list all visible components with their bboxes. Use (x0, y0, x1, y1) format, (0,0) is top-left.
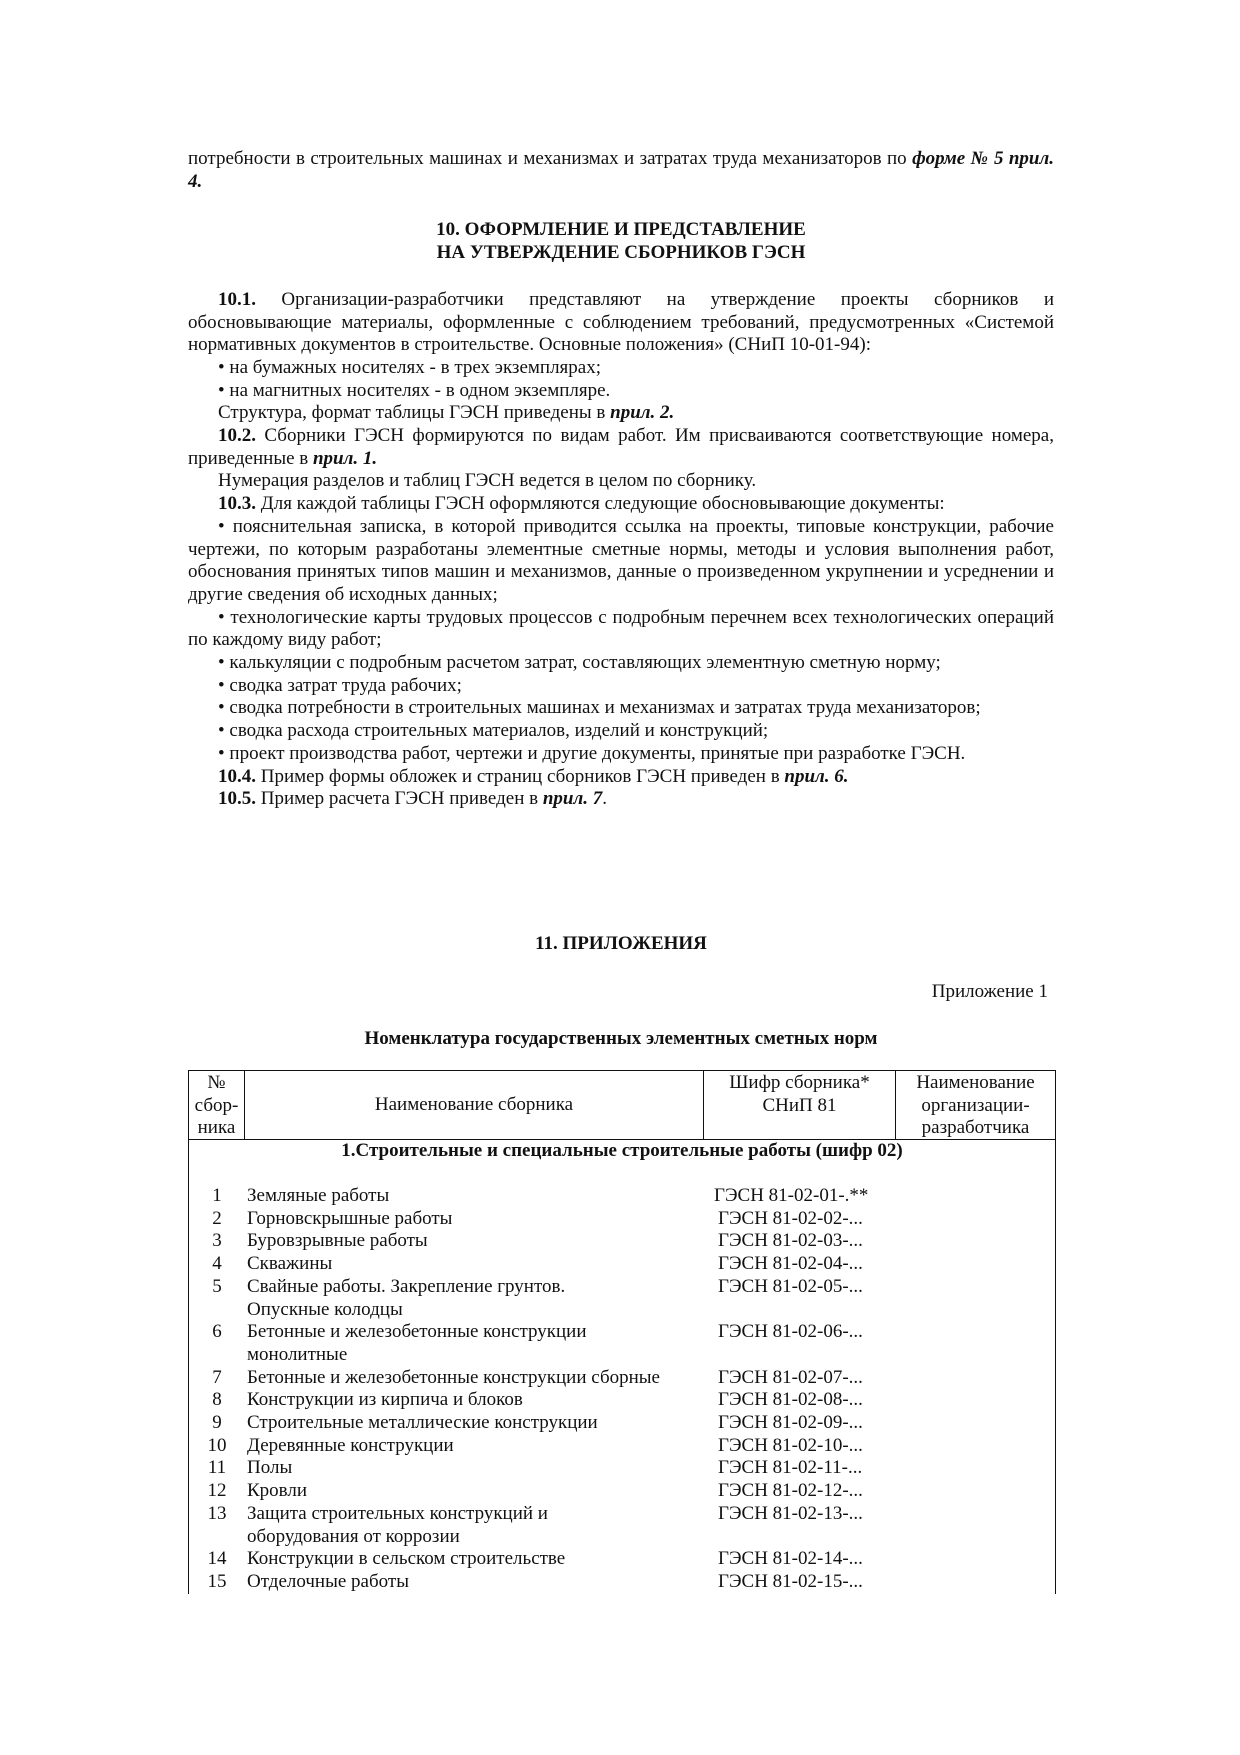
section-11-title: 11. ПРИЛОЖЕНИЯ (535, 933, 707, 954)
row-organization (896, 1276, 1055, 1321)
group-title-row: 1.Строительные и специальные строительные работы (шифр 02) (341, 1140, 903, 1161)
row-organization (896, 1435, 1055, 1458)
row-name-line: Бетонные и железобетонные конструкции сборные (247, 1366, 660, 1388)
section-10-heading (188, 219, 1054, 264)
row-name-line: Конструкции в сельском строительстве (247, 1548, 566, 1570)
row-name (245, 1412, 704, 1435)
row-name-line: монолитные (247, 1343, 348, 1365)
row-code: ГЭСН 81-02-14-... (718, 1548, 863, 1570)
row-name (245, 1480, 704, 1503)
row-code: ГЭСН 81-02-06-... (718, 1321, 863, 1343)
row-code: ГЭСН 81-02-13-... (718, 1502, 863, 1524)
appendix-label: Приложение 1 (931, 981, 1048, 1002)
bullet-item: • сводка потребности в строительных машинах и механизмах и затратах труда механизаторов; (218, 697, 981, 719)
paragraph-10-5: 10.5. Пример расчета ГЭСН приведен в прил. 7. (218, 788, 607, 810)
row-organization (896, 1548, 1055, 1571)
bullet-item: • проект производства работ, чертежи и другие документы, принятые при разработке ГЭСН. (218, 742, 966, 764)
row-organization (896, 1457, 1055, 1480)
row-organization (896, 1412, 1055, 1435)
row-code: ГЭСН 81-02-01-.** (714, 1185, 869, 1206)
row-name (245, 1367, 704, 1390)
row-name (245, 1548, 704, 1571)
row-code: ГЭСН 81-02-08-... (718, 1389, 863, 1411)
row-code: ГЭСН 81-02-12-... (718, 1480, 863, 1502)
row-name-line: Полы (247, 1457, 293, 1479)
row-name-line: Защита строительных конструкций и (247, 1502, 548, 1524)
table-title: Номенклатура государственных элементных сметных норм (364, 1028, 878, 1049)
appendix-reference: прил. 7 (542, 788, 603, 810)
table-body (188, 1140, 1056, 1594)
paragraph-10-4: 10.4. Пример формы обложек и страниц сборников ГЭСН приведен в прил. 6. (218, 765, 849, 787)
header-code: Шифр сборника* СНиП 81 (704, 1071, 896, 1139)
row-code: ГЭСН 81-02-09-... (718, 1412, 863, 1434)
row-number: 3 (212, 1230, 222, 1252)
row-number: 2 (212, 1207, 222, 1229)
row-number: 5 (212, 1275, 222, 1297)
form-reference: форме № 5 прил. 4. (188, 148, 1054, 192)
appendix-reference: прил. 2. (610, 402, 675, 424)
section-10-title-line1: 10. ОФОРМЛЕНИЕ И ПРЕДСТАВЛЕНИЕ (436, 219, 806, 241)
row-name (245, 1321, 704, 1366)
row-organization (896, 1480, 1055, 1503)
row-name-line: Кровли (247, 1480, 308, 1502)
row-name-line: Деревянные конструкции (247, 1434, 454, 1456)
bullet-item: • технологические карты трудовых процессов с подробным перечнем всех технологических операций по каждому виду работ; (188, 606, 1054, 651)
bullet-item: • сводка расхода строительных материалов, изделий и конструкций; (218, 720, 769, 742)
document-page (188, 148, 1054, 1592)
row-code: ГЭСН 81-02-10-... (718, 1434, 863, 1456)
bullet-item: • сводка затрат труда рабочих; (218, 674, 462, 696)
row-number: 9 (212, 1412, 222, 1434)
row-name (245, 1503, 704, 1548)
row-organization (896, 1571, 1055, 1594)
table-row (189, 1321, 1055, 1366)
row-organization (896, 1389, 1055, 1412)
row-name (245, 1185, 704, 1208)
table-row (189, 1367, 1055, 1390)
intro-paragraph: потребности в строительных машинах и механизмах и затратах труда механизаторов по форме № 5 прил. 4. (188, 148, 1054, 192)
bullet-item: • на бумажных носителях - в трех экземплярах; (218, 356, 601, 378)
table-row (189, 1230, 1055, 1253)
bullet-item: • калькуляции с подробным расчетом затрат, составляющих элементную сметную норму; (218, 652, 941, 674)
row-organization (896, 1321, 1055, 1366)
row-organization (896, 1230, 1055, 1253)
row-code: ГЭСН 81-02-02-... (718, 1207, 863, 1229)
table-row (189, 1571, 1055, 1594)
row-name (245, 1389, 704, 1412)
row-number: 12 (207, 1480, 227, 1502)
row-number: 8 (212, 1389, 222, 1411)
table-row (189, 1548, 1055, 1571)
table-row (189, 1185, 1055, 1208)
row-name-line: Конструкции из кирпича и блоков (247, 1389, 523, 1411)
table-row (189, 1208, 1055, 1231)
row-number: 10 (207, 1434, 227, 1456)
header-number: № сбор- ника (189, 1071, 245, 1139)
row-number: 11 (207, 1457, 227, 1479)
table-row (189, 1412, 1055, 1435)
row-organization (896, 1253, 1055, 1276)
row-name-line: Свайные работы. Закрепление грунтов. (247, 1275, 566, 1297)
header-name: Наименование сборника (245, 1071, 704, 1139)
row-code: ГЭСН 81-02-15-... (718, 1570, 863, 1592)
table-row (189, 1480, 1055, 1503)
row-name-line: Горновскрышные работы (247, 1207, 453, 1229)
structure-paragraph: Структура, формат таблицы ГЭСН приведены в прил. 2. (218, 402, 675, 424)
row-organization (896, 1208, 1055, 1231)
row-name (245, 1208, 704, 1231)
row-number: 14 (207, 1548, 227, 1570)
row-organization (896, 1503, 1055, 1548)
table-row (189, 1457, 1055, 1480)
row-code: ГЭСН 81-02-07-... (718, 1366, 863, 1388)
row-name-line: Буровзрывные работы (247, 1230, 428, 1252)
appendix-reference: прил. 1. (312, 447, 378, 469)
paragraph-10-2: 10.2. Сборники ГЭСН формируются по видам работ. Им присваиваются соответствующие номера, приведенные в прил. 1. (188, 425, 1054, 469)
row-name-line: Опускные колодцы (247, 1298, 403, 1320)
row-number: 13 (207, 1502, 227, 1524)
bullet-item: • пояснительная записка, в которой приводится ссылка на проекты, типовые конструкции, рабочие чертежи, по которым разработаны элементные сметные нормы, методы и условия выполнения работ, обоснования принятых типов машин и механизмов, данные о произведенном укрупнении и усреднении и другие сведения об исходных данных; (188, 515, 1054, 605)
row-name-line: Земляные работы (247, 1185, 390, 1206)
row-code: ГЭСН 81-02-05-... (718, 1275, 863, 1297)
row-number: 7 (212, 1366, 222, 1388)
table-header (188, 1070, 1056, 1140)
row-number: 1 (212, 1185, 222, 1206)
row-code: ГЭСН 81-02-03-... (718, 1230, 863, 1252)
appendix-reference: прил. 6. (784, 765, 849, 787)
paragraph-10-3: 10.3. Для каждой таблицы ГЭСН оформляются следующие обосновывающие документы: (218, 493, 945, 515)
nomenclature-table (188, 1070, 1056, 1594)
bullet-item: • на магнитных носителях - в одном экземпляре. (218, 379, 611, 401)
row-name (245, 1230, 704, 1253)
row-name-line: оборудования от коррозии (247, 1525, 460, 1547)
table-row (189, 1389, 1055, 1412)
row-code: ГЭСН 81-02-04-... (718, 1253, 863, 1275)
row-number: 4 (212, 1253, 222, 1275)
table-rows (189, 1185, 1055, 1594)
row-name (245, 1571, 704, 1594)
table-row (189, 1435, 1055, 1458)
numbering-paragraph: Нумерация разделов и таблиц ГЭСН ведется в целом по сборнику. (218, 470, 757, 492)
table-row (189, 1503, 1055, 1548)
header-organization: Наименование организации- разработчика (916, 1072, 1035, 1139)
row-name (245, 1253, 704, 1276)
row-name (245, 1435, 704, 1458)
row-number: 15 (207, 1570, 227, 1592)
row-number: 6 (212, 1321, 222, 1343)
section-10-title-line2: НА УТВЕРЖДЕНИЕ СБОРНИКОВ ГЭСН (436, 242, 806, 264)
row-organization (896, 1367, 1055, 1390)
row-name-line: Строительные металлические конструкции (247, 1412, 598, 1434)
row-code: ГЭСН 81-02-11-... (718, 1457, 863, 1479)
table-row (189, 1253, 1055, 1276)
row-name-line: Бетонные и железобетонные конструкции (247, 1321, 587, 1343)
row-name (245, 1276, 704, 1321)
row-organization (896, 1185, 1055, 1208)
table-row (189, 1276, 1055, 1321)
row-name (245, 1457, 704, 1480)
row-name-line: Скважины (247, 1253, 333, 1275)
paragraph-10-1: 10.1. Организации-разработчики представляют на утверждение проекты сборников и обосновывающие материалы, оформленные с соблюдением требований, предусмотренных «Системой нормативных документов в строительстве. Основные положения» (СНиП 10-01-94): (188, 288, 1054, 356)
row-name-line: Отделочные работы (247, 1570, 409, 1592)
